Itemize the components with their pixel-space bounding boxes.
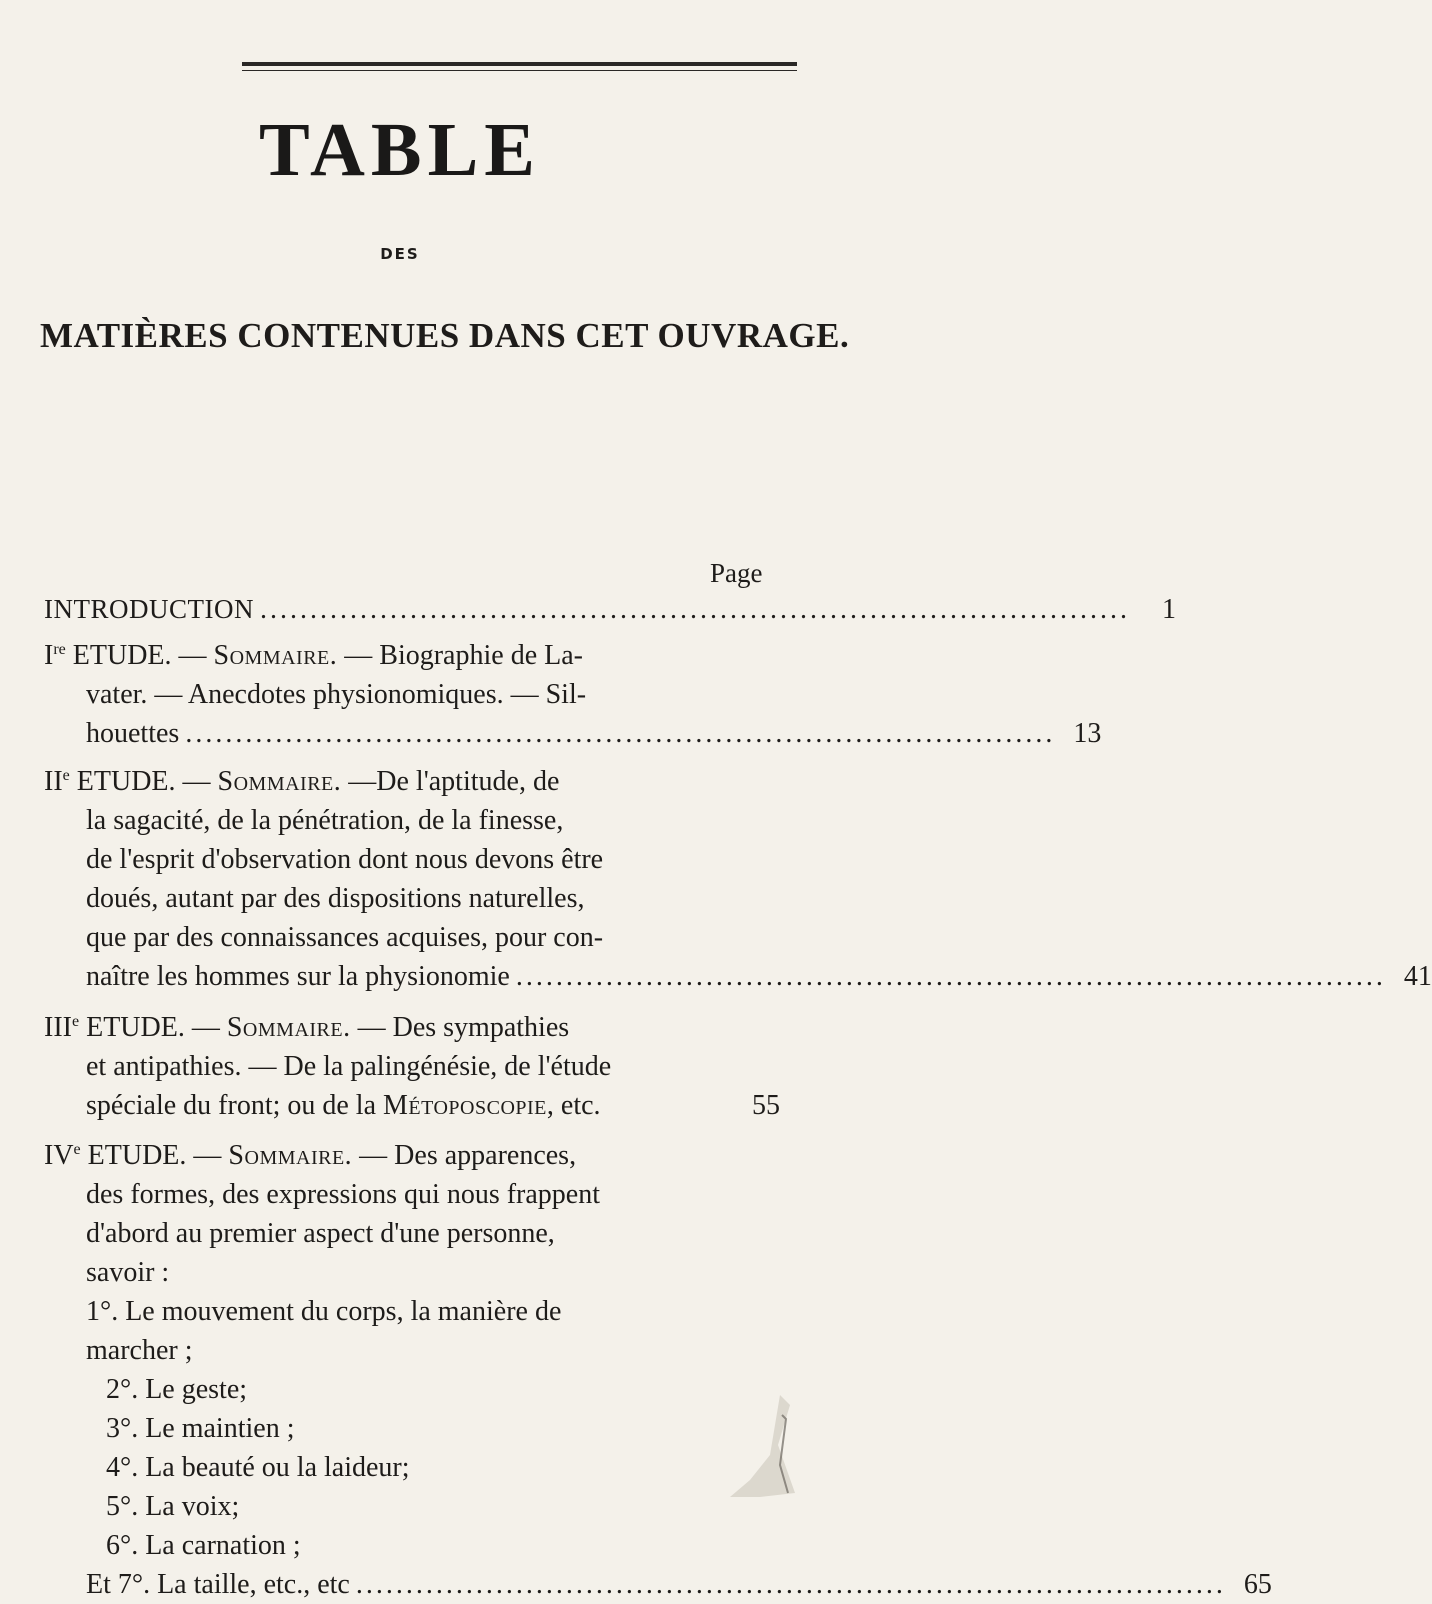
entry-text: naître les hommes sur la physionomie — [86, 961, 510, 992]
entry-text: et antipathies. — De la palingénésie, de l'étude — [86, 1051, 612, 1082]
entry-text: doués, autant par des dispositions naturelles, — [86, 883, 585, 914]
entry-text: — Biographie de La- — [344, 640, 583, 671]
entry-page-number: 1 — [1161, 594, 1176, 625]
entry-page-number: 65 — [1243, 1569, 1272, 1600]
sommaire-label: Sommaire. — [228, 1140, 353, 1171]
entry-text: — Des sympathies — [357, 1012, 570, 1043]
page-corner-stain-icon — [720, 1385, 800, 1497]
entry-page-number: 13 — [1073, 718, 1102, 749]
metoposcopie-term: Métoposcopie — [383, 1090, 547, 1121]
entry-page-number: 55 — [752, 1090, 780, 1121]
toc-entry-etude-2[interactable]: IIe ETUDE. — Sommaire. —De l'aptitude, de la sagacité, de la pénétration, de la finesse, de l'esprit d'observation dont nous devons être doués, autant par des dispositions naturelles, que par des connaissances acquises, pour con- naître les hommes sur la physionomie ....................................................................................... 41 — [44, 762, 780, 996]
leader-dots: ....................................................................................... — [185, 718, 1056, 749]
entry-text: de l'esprit d'observation dont nous devons être — [86, 844, 604, 875]
toc-entry-etude-3[interactable]: IIIe ETUDE. — Sommaire. — Des sympathies et antipathies. — De la palingénésie, de l'étude spéciale du front; ou de la Métoposcopie, etc. 55 — [44, 1008, 780, 1125]
list-item: 6°. La carnation ; — [106, 1530, 301, 1561]
leader-dots: ....................................................................................... — [515, 961, 1386, 992]
ordinal-suffix: e — [62, 767, 70, 784]
toc-entry-introduction[interactable] — [44, 590, 1176, 629]
list-item: 1°. Le mouvement du corps, la manière de — [86, 1296, 562, 1327]
entry-text: des formes, des expressions qui nous frappent — [86, 1179, 601, 1210]
entry-label: INTRODUCTION — [44, 594, 254, 624]
toc-entry-etude-1[interactable]: Ire ETUDE. — Sommaire. — Biographie de La- vater. — Anecdotes physionomiques. — Sil- houettes ....................................................................................... 13 — [44, 636, 780, 753]
entry-text: savoir : — [86, 1257, 170, 1288]
list-item: 5°. La voix; — [106, 1491, 240, 1522]
entry-text: —De l'aptitude, de — [348, 766, 560, 797]
entry-text: — Des apparences, — [359, 1140, 577, 1171]
entry-page-number: 41 — [1403, 961, 1432, 992]
entry-text: vater. — Anecdotes physionomiques. — Sil- — [86, 679, 587, 710]
sommaire-label: Sommaire. — [217, 766, 342, 797]
leader-dots: ....................................................................................... — [355, 1569, 1226, 1600]
etude-number: III — [44, 1012, 72, 1043]
entry-text: , etc. — [546, 1090, 601, 1121]
leader-dots: ....................................................................................... — [259, 594, 1130, 625]
top-rule-thick — [242, 62, 797, 66]
entry-text: spéciale du front; ou de la — [86, 1090, 377, 1121]
etude-label: ETUDE. — [72, 640, 172, 671]
list-item: 4°. La beauté ou la laideur; — [106, 1452, 410, 1483]
etude-number: IV — [44, 1140, 74, 1171]
ordinal-suffix: re — [53, 641, 66, 658]
toc-entry-etude-4[interactable]: IVe ETUDE. — Sommaire. — Des apparences, des formes, des expressions qui nous frappent d'abord au premier aspect d'une personne, savoir : 1°. Le mouvement du corps, la manière de marcher ; 2°. Le geste; 3°. Le maintien ; 4°. La beauté ou la laideur; 5°. La voix; 6°. La carnation ; Et 7°. La taille, etc., etc ....................................................................................... 65 — [44, 1136, 780, 1604]
sommaire-label: Sommaire. — [213, 640, 338, 671]
page-subtitle: MATIÈRES CONTENUES DANS CET OUVRAGE. — [40, 316, 850, 355]
top-rule-thin — [242, 70, 797, 71]
ordinal-suffix: e — [73, 1141, 81, 1158]
entry-text: que par des connaissances acquises, pour con- — [86, 922, 604, 953]
ordinal-suffix: e — [71, 1013, 80, 1030]
etude-number: I — [44, 640, 54, 671]
list-item: marcher ; — [86, 1335, 193, 1366]
page-column-label: Page — [710, 558, 763, 588]
page-title: TABLE — [258, 108, 541, 192]
entry-text: Et 7°. La taille, etc., etc — [86, 1569, 350, 1600]
entry-text: houettes — [86, 718, 180, 749]
etude-label: ETUDE. — [87, 1140, 187, 1171]
etude-label: ETUDE. — [76, 766, 176, 797]
etude-label: ETUDE. — [86, 1012, 185, 1043]
etude-number: II — [44, 766, 63, 797]
title-connector: DES — [380, 245, 420, 263]
sommaire-label: Sommaire. — [226, 1012, 351, 1043]
list-item: 2°. Le geste; — [106, 1374, 248, 1405]
entry-text: la sagacité, de la pénétration, de la finesse, — [86, 805, 564, 836]
list-item: 3°. Le maintien ; — [106, 1413, 295, 1444]
entry-text: d'abord au premier aspect d'une personne, — [86, 1218, 555, 1249]
